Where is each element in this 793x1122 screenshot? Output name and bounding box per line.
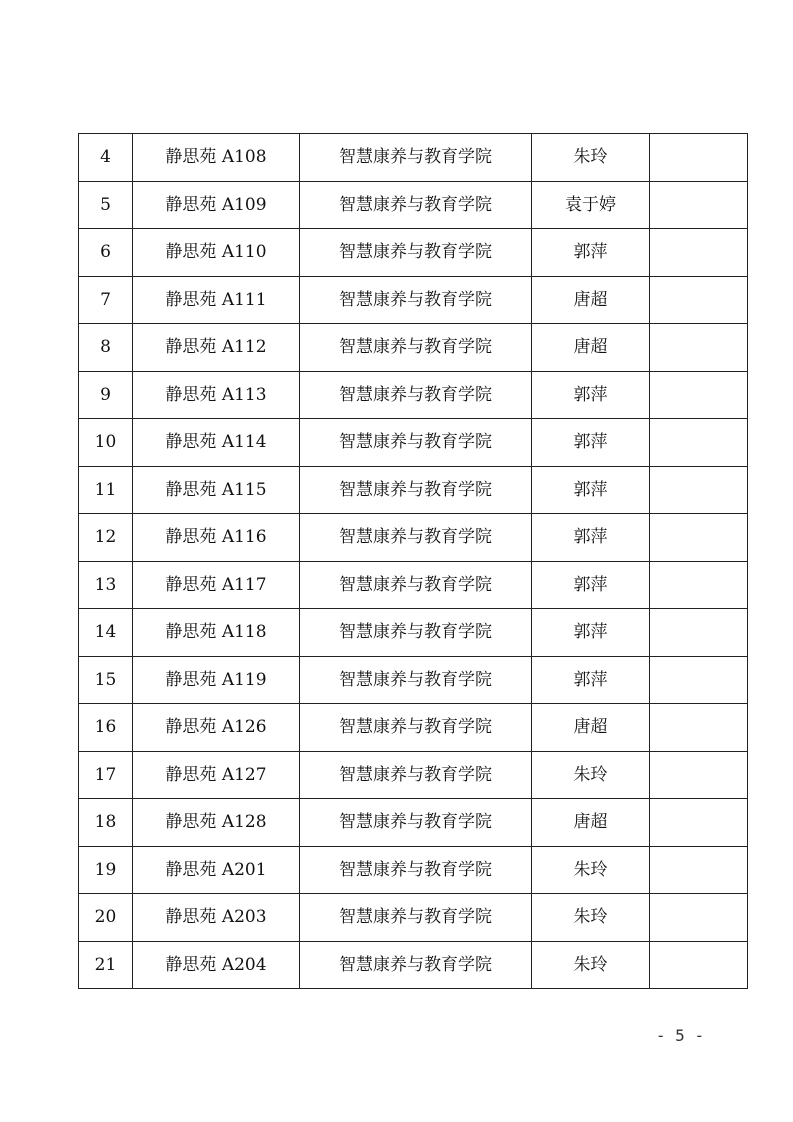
- note-cell: [650, 846, 748, 894]
- college-cell: 智慧康养与教育学院: [300, 324, 532, 372]
- note-cell: [650, 609, 748, 657]
- row-number-cell: 17: [79, 751, 133, 799]
- college-cell: 智慧康养与教育学院: [300, 704, 532, 752]
- table-row: [79, 894, 748, 942]
- name-cell: 唐超: [532, 276, 650, 324]
- page-number: - 5 -: [655, 1026, 705, 1045]
- table-row: [79, 561, 748, 609]
- table-row: [79, 134, 748, 182]
- note-cell: [650, 561, 748, 609]
- name-cell: 郭萍: [532, 561, 650, 609]
- room-cell: 静思苑 A127: [133, 751, 300, 799]
- room-cell: 静思苑 A114: [133, 419, 300, 467]
- name-cell: 朱玲: [532, 941, 650, 989]
- note-cell: [650, 466, 748, 514]
- row-number-cell: 8: [79, 324, 133, 372]
- college-cell: 智慧康养与教育学院: [300, 846, 532, 894]
- note-cell: [650, 704, 748, 752]
- table-row: [79, 466, 748, 514]
- table-row: [79, 371, 748, 419]
- college-cell: 智慧康养与教育学院: [300, 466, 532, 514]
- name-cell: 郭萍: [532, 229, 650, 277]
- row-number-cell: 20: [79, 894, 133, 942]
- table-row: [79, 324, 748, 372]
- row-number-cell: 16: [79, 704, 133, 752]
- row-number-cell: 7: [79, 276, 133, 324]
- note-cell: [650, 751, 748, 799]
- note-cell: [650, 656, 748, 704]
- name-cell: 郭萍: [532, 419, 650, 467]
- college-cell: 智慧康养与教育学院: [300, 656, 532, 704]
- name-cell: 郭萍: [532, 609, 650, 657]
- name-cell: 郭萍: [532, 466, 650, 514]
- college-cell: 智慧康养与教育学院: [300, 941, 532, 989]
- table-row: [79, 941, 748, 989]
- name-cell: 唐超: [532, 799, 650, 847]
- name-cell: 郭萍: [532, 371, 650, 419]
- name-cell: 唐超: [532, 704, 650, 752]
- room-cell: 静思苑 A112: [133, 324, 300, 372]
- college-cell: 智慧康养与教育学院: [300, 609, 532, 657]
- row-number-cell: 4: [79, 134, 133, 182]
- note-cell: [650, 894, 748, 942]
- note-cell: [650, 419, 748, 467]
- name-cell: 袁于婷: [532, 181, 650, 229]
- table-row: [79, 229, 748, 277]
- note-cell: [650, 134, 748, 182]
- dormitory-table: [78, 133, 748, 989]
- college-cell: 智慧康养与教育学院: [300, 276, 532, 324]
- note-cell: [650, 799, 748, 847]
- college-cell: 智慧康养与教育学院: [300, 134, 532, 182]
- name-cell: 朱玲: [532, 751, 650, 799]
- room-cell: 静思苑 A119: [133, 656, 300, 704]
- college-cell: 智慧康养与教育学院: [300, 799, 532, 847]
- room-cell: 静思苑 A108: [133, 134, 300, 182]
- college-cell: 智慧康养与教育学院: [300, 561, 532, 609]
- table-body: [79, 134, 748, 989]
- table-row: [79, 751, 748, 799]
- row-number-cell: 18: [79, 799, 133, 847]
- name-cell: 朱玲: [532, 846, 650, 894]
- table-row: [79, 846, 748, 894]
- table-row: [79, 799, 748, 847]
- row-number-cell: 6: [79, 229, 133, 277]
- row-number-cell: 15: [79, 656, 133, 704]
- table-row: [79, 276, 748, 324]
- table-row: [79, 704, 748, 752]
- row-number-cell: 13: [79, 561, 133, 609]
- row-number-cell: 19: [79, 846, 133, 894]
- room-cell: 静思苑 A116: [133, 514, 300, 562]
- college-cell: 智慧康养与教育学院: [300, 181, 532, 229]
- college-cell: 智慧康养与教育学院: [300, 751, 532, 799]
- room-cell: 静思苑 A109: [133, 181, 300, 229]
- room-cell: 静思苑 A126: [133, 704, 300, 752]
- note-cell: [650, 229, 748, 277]
- note-cell: [650, 371, 748, 419]
- college-cell: 智慧康养与教育学院: [300, 894, 532, 942]
- table-row: [79, 419, 748, 467]
- note-cell: [650, 276, 748, 324]
- note-cell: [650, 514, 748, 562]
- room-cell: 静思苑 A203: [133, 894, 300, 942]
- table-row: [79, 514, 748, 562]
- row-number-cell: 10: [79, 419, 133, 467]
- room-cell: 静思苑 A204: [133, 941, 300, 989]
- room-cell: 静思苑 A111: [133, 276, 300, 324]
- name-cell: 郭萍: [532, 656, 650, 704]
- note-cell: [650, 181, 748, 229]
- table-row: [79, 656, 748, 704]
- table-row: [79, 609, 748, 657]
- row-number-cell: 9: [79, 371, 133, 419]
- room-cell: 静思苑 A115: [133, 466, 300, 514]
- college-cell: 智慧康养与教育学院: [300, 229, 532, 277]
- table-row: [79, 181, 748, 229]
- note-cell: [650, 941, 748, 989]
- room-cell: 静思苑 A128: [133, 799, 300, 847]
- room-cell: 静思苑 A118: [133, 609, 300, 657]
- name-cell: 朱玲: [532, 894, 650, 942]
- room-cell: 静思苑 A117: [133, 561, 300, 609]
- row-number-cell: 5: [79, 181, 133, 229]
- room-cell: 静思苑 A201: [133, 846, 300, 894]
- row-number-cell: 14: [79, 609, 133, 657]
- row-number-cell: 11: [79, 466, 133, 514]
- row-number-cell: 12: [79, 514, 133, 562]
- room-cell: 静思苑 A113: [133, 371, 300, 419]
- name-cell: 唐超: [532, 324, 650, 372]
- name-cell: 朱玲: [532, 134, 650, 182]
- note-cell: [650, 324, 748, 372]
- college-cell: 智慧康养与教育学院: [300, 419, 532, 467]
- name-cell: 郭萍: [532, 514, 650, 562]
- room-cell: 静思苑 A110: [133, 229, 300, 277]
- college-cell: 智慧康养与教育学院: [300, 371, 532, 419]
- college-cell: 智慧康养与教育学院: [300, 514, 532, 562]
- row-number-cell: 21: [79, 941, 133, 989]
